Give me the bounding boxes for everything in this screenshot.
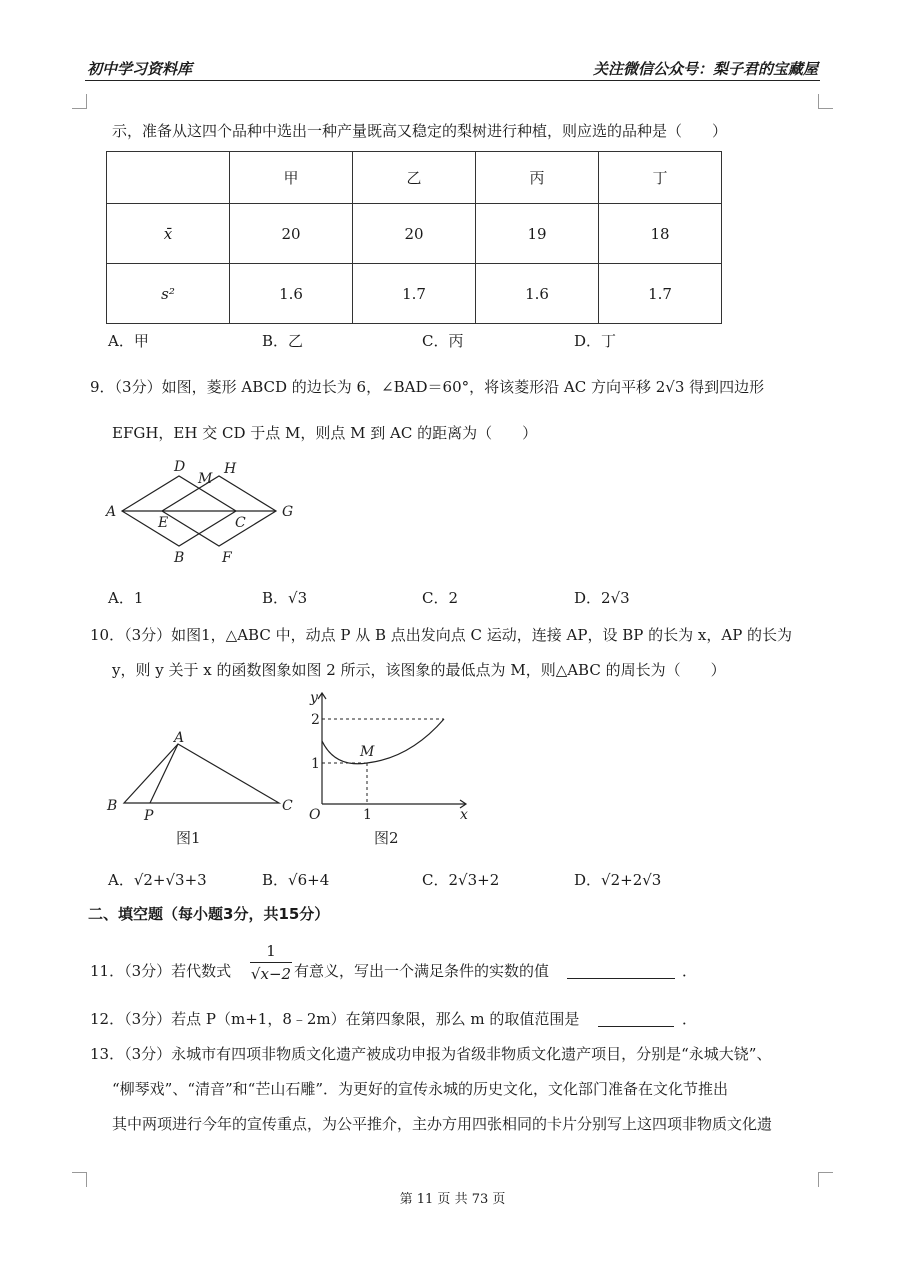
page-footer: 第 11 页 共 73 页 [399,1192,506,1207]
table-row [107,204,722,264]
q10-text-line1: 10．（3分）如图1，△ABC 中，动点 P 从 B 点出发向点 C 运动，连接 AP，设 BP 的长为 x，AP 的长为 [90,626,793,644]
fig-label: A [106,504,117,520]
fig-label: M [198,471,213,487]
table-header-row [107,152,722,204]
q8-table [106,151,722,324]
q9-rhombus-figure [104,456,304,566]
point-label-m: M [360,744,375,760]
section-title: 二、填空题（每小题3分，共15分） [88,905,330,923]
crop-mark-bottom-left [72,1172,87,1187]
q11-answer-blank[interactable] [567,962,675,979]
tick-label: 1 [311,756,320,772]
q11-fraction [250,942,292,983]
axis-label-y: y [310,690,318,706]
crop-mark-bottom-right [818,1172,833,1187]
table-header-cell: 乙 [353,152,476,204]
q8-option-b: B．乙 [262,332,304,350]
fig-label: D [174,459,186,475]
table-corner-cell [107,152,230,204]
q12-text: 12．（3分）若点 P（m+1，8﹣2m）在第四象限，那么 m 的取值范围是 [90,1010,580,1028]
q13-text-line1: 13．（3分）永城市有四项非物质文化遗产被成功申报为省级非物质文化遗产项目，分别是“永城大铙”、 [90,1045,772,1063]
q9-text-line1: 9．（3分）如图，菱形 ABCD 的边长为 6，∠BAD＝60°，将该菱形沿 AC 方向平移 2√3 得到四边形 [90,378,765,396]
table-header-cell: 丁 [599,152,722,204]
table-cell: 19 [476,204,599,264]
fig-label: G [282,504,294,520]
tick-label: 1 [363,807,372,823]
fig-label: C [235,515,246,531]
table-header-cell: 丙 [476,152,599,204]
header-left-title: 初中学习资料库 [87,60,193,78]
fig1-caption: 图1 [176,829,201,847]
table-row [107,264,722,324]
tick-label: 2 [311,712,320,728]
table-header-cell: 甲 [230,152,353,204]
q12-answer-blank[interactable] [598,1010,674,1027]
fig-label: F [222,550,232,566]
table-cell: 20 [353,204,476,264]
q12-end: ． [682,1010,698,1028]
q10-option-b: B．√6+4 [262,871,330,889]
axis-label-x: x [460,807,468,823]
fig-label: B [174,550,185,566]
q10-option-a: A．√2+√3+3 [108,871,207,889]
table-cell: 20 [230,204,353,264]
q9-option-c: C．2 [422,589,459,607]
table-cell: 1.7 [353,264,476,324]
segment-ap [150,744,178,803]
header-rule [85,80,820,81]
fig-label: C [282,798,293,814]
q9-option-a: A．1 [108,589,144,607]
row-label-variance: s² [107,264,230,324]
fig-label: H [224,461,237,477]
table-cell: 1.6 [230,264,353,324]
fig-label: A [174,730,185,746]
row-label-mean: x̄ [107,204,230,264]
q11-prefix: 11．（3分）若代数式 [90,962,232,980]
q8-option-c: C．丙 [422,332,464,350]
triangle-abc [124,744,279,803]
q10-triangle-figure [104,726,304,856]
q11-end: ． [682,962,698,980]
q9-option-b: B．√3 [262,589,308,607]
crop-mark-top-right [818,94,833,109]
q13-text-line2: “柳琴戏”、“清音”和“芒山石雕”．为更好的宣传永城的历史文化，文化部门准备在文化节推出 [112,1080,729,1098]
q10-option-c: C．2√3+2 [422,871,500,889]
fig-label: B [107,798,118,814]
q9-option-d: D．2√3 [574,589,630,607]
function-curve [322,719,444,764]
crop-mark-top-left [72,94,87,109]
fig2-caption: 图2 [374,829,399,847]
q13-text-line3: 其中两项进行今年的宣传重点，为公平推介，主办方用四张相同的卡片分别写上这四项非物质文化遗 [112,1115,773,1133]
table-cell: 18 [599,204,722,264]
q10-text-line2: y，则 y 关于 x 的函数图象如图 2 所示，该图象的最低点为 M，则△ABC 的周长为（ ） [112,661,726,679]
q11-suffix: 有意义，写出一个满足条件的实数的值 [294,962,550,980]
q11-numerator: 1 [250,942,292,963]
origin-label: O [309,807,321,823]
q10-option-d: D．√2+2√3 [574,871,662,889]
q8-intro: 示，准备从这四个品种中选出一种产量既高又稳定的梨树进行种植，则应选的品种是（ ） [112,122,728,140]
header-right-title: 关注微信公众号：梨子君的宝藏屋 [592,60,818,78]
table-cell: 1.6 [476,264,599,324]
q8-option-a: A．甲 [108,332,149,350]
q9-text-line2: EFGH，EH 交 CD 于点 M，则点 M 到 AC 的距离为（ ） [112,424,538,442]
q10-graph-figure [300,686,480,856]
q8-option-d: D．丁 [574,332,617,350]
table-cell: 1.7 [599,264,722,324]
q11-denominator: √x−2 [250,965,292,983]
fig-label: P [144,808,154,824]
fig-label: E [158,515,169,531]
